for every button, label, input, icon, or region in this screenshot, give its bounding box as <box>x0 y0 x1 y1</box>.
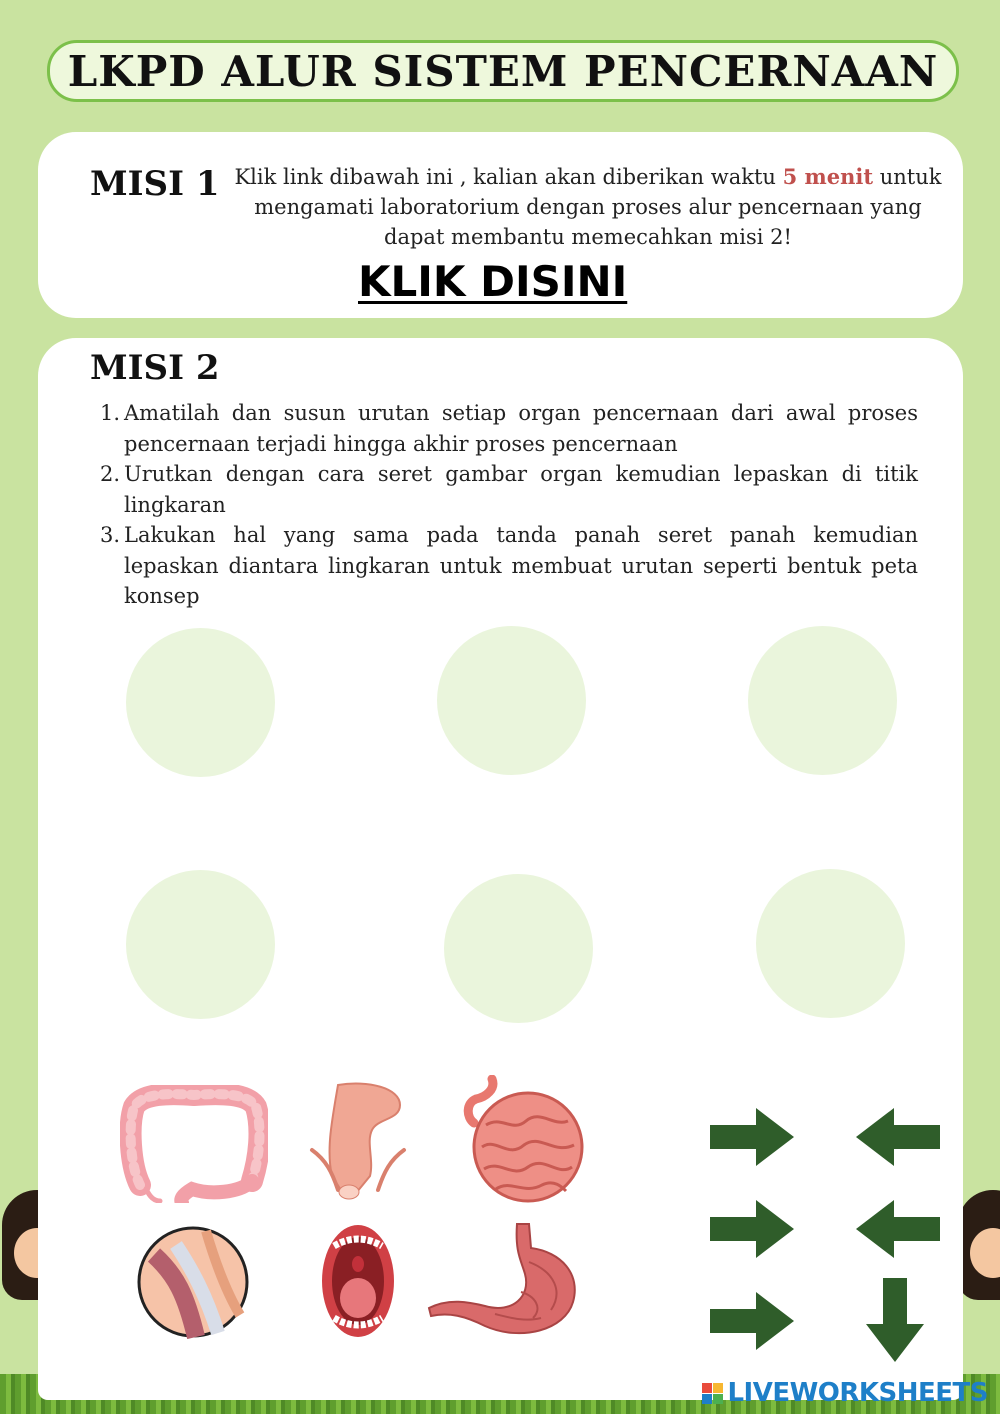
title-banner <box>47 40 959 102</box>
stomach-icon[interactable] <box>425 1222 585 1342</box>
rectum-icon[interactable] <box>308 1080 408 1205</box>
drop-target-circle-5[interactable] <box>444 874 593 1023</box>
page-title: LKPD ALUR SISTEM PENCERNAAN <box>67 46 939 96</box>
large-intestine-icon[interactable] <box>120 1085 268 1203</box>
liveworksheets-logo <box>702 1378 988 1408</box>
drop-target-circle-4[interactable] <box>126 870 275 1019</box>
arrow-right-icon[interactable] <box>710 1200 794 1258</box>
drop-target-circle-6[interactable] <box>756 869 905 1018</box>
logo-text: LIVEWORKSHEETS <box>727 1378 988 1408</box>
arrow-right-icon[interactable] <box>710 1108 794 1166</box>
arrow-left-icon[interactable] <box>856 1200 940 1258</box>
misi1-label: MISI 1 <box>90 164 220 204</box>
small-intestine-icon[interactable] <box>462 1075 584 1207</box>
misi1-text-before: Klik link dibawah ini , kalian akan diberikan waktu <box>234 165 783 189</box>
drop-target-circle-2[interactable] <box>437 626 586 775</box>
logo-blocks-icon <box>702 1383 723 1404</box>
misi1-instructions <box>233 162 943 252</box>
arrow-down-icon[interactable] <box>866 1278 924 1362</box>
instruction-list <box>100 398 918 612</box>
misi2-label: MISI 2 <box>90 348 220 388</box>
drop-target-circle-3[interactable] <box>748 626 897 775</box>
klik-disini-link[interactable]: KLIK DISINI <box>358 257 628 306</box>
instruction-item: 2. Urutkan dengan cara seret gambar organ kemudian lepaskan di titik lingkaran <box>100 462 918 517</box>
instruction-item: 3. Lakukan hal yang sama pada tanda panah seret panah kemudian lepaskan diantara lingkaran untuk membuat urutan seperti bentuk peta konsep <box>100 523 918 608</box>
instruction-item: 1. Amatilah dan susun urutan setiap organ pencernaan dari awal proses pencernaan terjadi hingga akhir proses pencernaan <box>100 401 918 456</box>
arrow-right-icon[interactable] <box>710 1292 794 1350</box>
mouth-icon[interactable] <box>320 1222 396 1340</box>
arrow-left-icon[interactable] <box>856 1108 940 1166</box>
misi1-card <box>38 132 963 318</box>
misi1-text-after: untuk mengamati laboratorium dengan proses alur pencernaan yang dapat membantu memecahkan misi 2! <box>254 165 942 249</box>
child-right-decoration <box>958 1190 1000 1300</box>
esophagus-icon[interactable] <box>136 1225 250 1339</box>
drop-target-circle-1[interactable] <box>126 628 275 777</box>
misi1-time-highlight: 5 menit <box>782 164 874 189</box>
